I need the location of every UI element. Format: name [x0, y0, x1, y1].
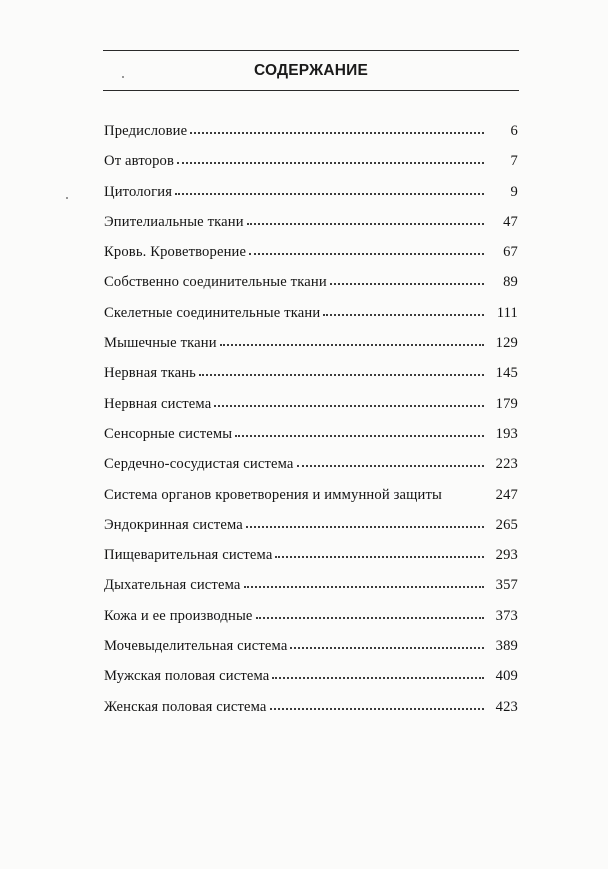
toc-entry: [104, 668, 518, 698]
toc-entry: [104, 638, 518, 668]
dot-leader: [272, 676, 484, 679]
toc-entry-title: Кровь. Кроветворение: [104, 244, 247, 261]
dot-leader: [190, 131, 484, 134]
dot-leader: [244, 585, 485, 588]
dot-leader: [323, 313, 484, 316]
toc-entry-title: Мужская половая система: [104, 668, 270, 685]
toc-entry: [104, 577, 518, 607]
toc-entry-page: 247: [495, 486, 518, 503]
toc-entry-title: Женская половая система: [104, 698, 267, 715]
toc-entry: [104, 426, 518, 456]
toc-entry: [104, 335, 518, 365]
dot-leader: [256, 616, 484, 619]
toc-entry: [104, 547, 518, 577]
dot-leader: [290, 646, 484, 649]
toc-entry: [104, 123, 518, 153]
dot-leader: [247, 222, 484, 225]
toc-entry-page: 193: [495, 425, 518, 442]
dot-leader: [275, 555, 484, 558]
dot-leader: [220, 343, 484, 346]
toc-entry-page: 389: [495, 638, 518, 655]
toc-entry: [104, 365, 518, 395]
toc-entry: [104, 274, 518, 304]
toc-entry-page: 7: [510, 153, 518, 170]
toc-entry-page: 357: [495, 577, 518, 594]
toc-entry-page: 6: [510, 123, 518, 139]
toc-entry-title: Сердечно-сосудистая система: [104, 456, 294, 473]
toc-entry-title: Собственно соединительные ткани: [104, 274, 327, 291]
toc-entry-title: Цитология: [104, 183, 173, 200]
toc-entry-page: 409: [495, 668, 518, 685]
dot-leader: [249, 252, 484, 255]
toc-entry-title: Предисловие: [104, 123, 188, 139]
toc-entry-title: Мочевыделительная система: [104, 638, 288, 655]
toc-entry-page: 129: [495, 335, 518, 352]
toc-entry-page: 373: [495, 607, 518, 624]
top-rule: [103, 50, 519, 51]
toc-entry-title: Кожа и ее производные: [104, 607, 253, 624]
toc-entry-page: 47: [503, 213, 518, 230]
toc-entry-title: Скелетные соединительные ткани: [104, 304, 321, 321]
toc-entry: [104, 244, 518, 274]
dot-leader: [175, 192, 484, 195]
toc-entry: [104, 699, 518, 729]
toc-entry: [104, 487, 518, 517]
title-underline: [103, 90, 519, 91]
toc-entry: [104, 517, 518, 547]
toc-entry: [104, 608, 518, 638]
paper-speck: [66, 197, 68, 199]
toc-entry: [104, 184, 518, 214]
toc-entry-page: 67: [503, 244, 518, 261]
toc-entry-page: 423: [495, 698, 518, 715]
dot-leader: [444, 497, 490, 498]
toc-entry-title: Сенсорные системы: [104, 425, 233, 442]
toc-entry: [104, 305, 518, 335]
dot-leader: [270, 707, 484, 710]
dot-leader: [330, 282, 484, 285]
toc-entry: [104, 214, 518, 244]
toc-entry-page: 223: [495, 456, 518, 473]
toc-entry: [104, 456, 518, 486]
toc-entry-page: 9: [510, 183, 518, 200]
toc-entry-title: От авторов: [104, 153, 175, 170]
toc-entry-title: Пищеварительная система: [104, 547, 273, 564]
toc-entry-title: Дыхательная система: [104, 577, 241, 594]
toc-entry-title: Мышечные ткани: [104, 335, 217, 352]
toc-entry-title: Система органов кроветворения и иммунной защиты: [104, 486, 442, 503]
dot-leader: [199, 373, 484, 376]
toc-entry-page: 179: [495, 395, 518, 412]
dot-leader: [177, 161, 484, 164]
toc-entry-page: 145: [495, 365, 518, 382]
dot-leader: [214, 404, 484, 407]
toc-entry-page: 111: [496, 304, 518, 321]
toc-entry-title: Нервная система: [104, 395, 212, 412]
toc-entry: [104, 153, 518, 183]
toc-entry: [104, 396, 518, 426]
toc-entry-page: 293: [495, 547, 518, 564]
paper-speck: [122, 76, 124, 78]
table-of-contents: [104, 123, 518, 729]
dot-leader: [235, 434, 484, 437]
toc-entry-title: Эпителиальные ткани: [104, 213, 244, 230]
dot-leader: [297, 464, 484, 467]
page-title: СОДЕРЖАНИЕ: [253, 62, 369, 79]
toc-entry-page: 89: [503, 274, 518, 291]
dot-leader: [246, 525, 484, 528]
toc-entry-page: 265: [495, 516, 518, 533]
toc-entry-title: Нервная ткань: [104, 365, 196, 382]
toc-entry-title: Эндокринная система: [104, 516, 243, 533]
